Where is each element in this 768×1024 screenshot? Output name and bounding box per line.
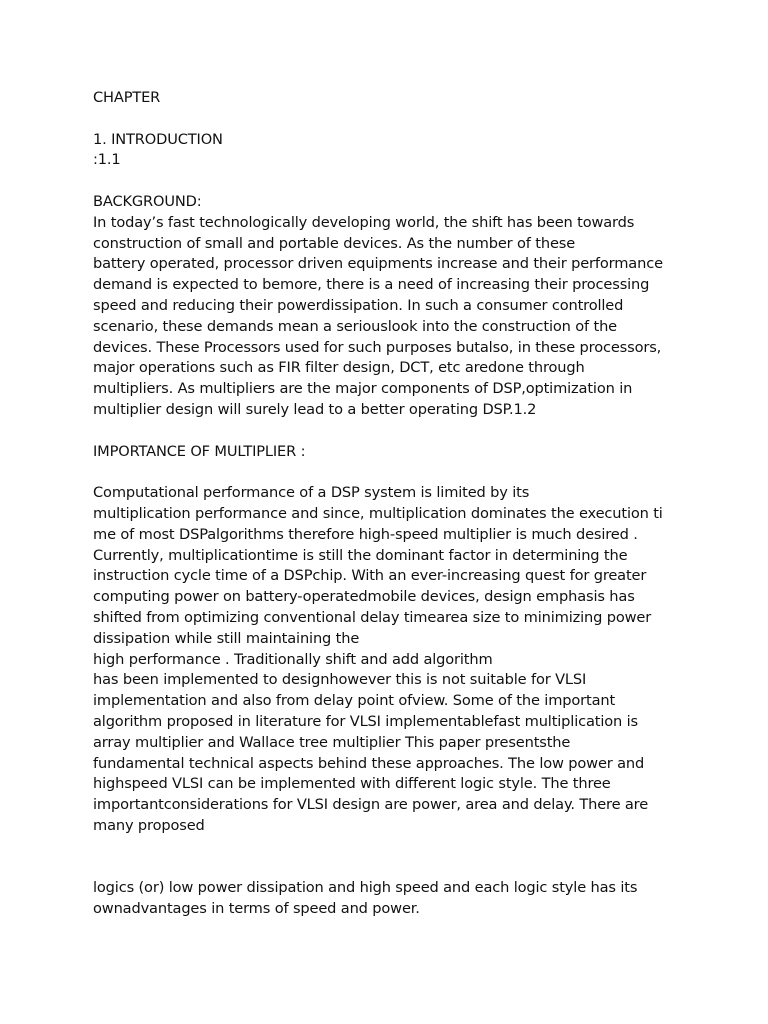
- spacer: [93, 837, 683, 879]
- paragraph-line: speed and reducing their powerdissipation. In such a consumer controlled: [93, 296, 624, 314]
- paragraph-line: importantconsiderations for VLSI design are power, area and delay. There are: [93, 796, 649, 814]
- paragraph-line: battery operated, processor driven equipments increase and their performance: [93, 255, 663, 273]
- paragraph-line: demand is expected to bemore, there is a need of increasing their processing: [93, 276, 650, 294]
- spacer: [93, 171, 683, 192]
- paragraph-line: dissipation while still maintaining the: [93, 629, 360, 647]
- paragraph-line: me of most DSPalgorithms therefore high-speed multiplier is much desired .: [93, 525, 638, 543]
- paragraph-line: logics (or) low power dissipation and high speed and each logic style has its: [93, 879, 638, 897]
- chapter-label: CHAPTER: [93, 89, 161, 106]
- paragraph-line: Computational performance of a DSP system is limited by its: [93, 484, 530, 502]
- paragraph-line: algorithm proposed in literature for VLSI implementablefast multiplication is: [93, 712, 638, 730]
- paragraph-line: In today’s fast technologically developing world, the shift has been towards: [93, 213, 635, 231]
- paragraph-line: construction of small and portable devices. As the number of these: [93, 234, 576, 252]
- background-heading: BACKGROUND:: [93, 192, 202, 210]
- paragraph-line: implementation and also from delay point ofview. Some of the important: [93, 692, 616, 710]
- spacer: [93, 109, 683, 130]
- paragraph-line: high performance . Traditionally shift and add algorithm: [93, 650, 493, 668]
- section-heading: 1. INTRODUCTION: [93, 130, 223, 148]
- background-paragraph: [93, 213, 683, 421]
- document-page: [93, 88, 683, 920]
- paragraph-line: multipliers. As multipliers are the major components of DSP,optimization in: [93, 380, 633, 398]
- paragraph-line: highspeed VLSI can be implemented with different logic style. The three: [93, 775, 611, 793]
- spacer: [93, 462, 683, 483]
- paragraph-line: fundamental technical aspects behind these approaches. The low power and: [93, 754, 645, 772]
- section-number: :1.1: [93, 151, 121, 169]
- paragraph-line: devices. These Processors used for such purposes butalso, in these processors,: [93, 338, 662, 356]
- closing-paragraph: [93, 878, 683, 920]
- paragraph-line: array multiplier and Wallace tree multiplier This paper presentsthe: [93, 733, 571, 751]
- paragraph-line: Currently, multiplicationtime is still the dominant factor in determining the: [93, 546, 628, 564]
- paragraph-line: ownadvantages in terms of speed and power.: [93, 900, 420, 918]
- paragraph-line: scenario, these demands mean a seriouslook into the construction of the: [93, 317, 617, 335]
- paragraph-line: major operations such as FIR filter design, DCT, etc aredone through: [93, 359, 585, 377]
- importance-heading: IMPORTANCE OF MULTIPLIER :: [93, 442, 306, 460]
- importance-paragraph: [93, 483, 683, 837]
- paragraph-line: multiplier design will surely lead to a better operating DSP.1.2: [93, 400, 537, 418]
- paragraph-line: multiplication performance and since, multiplication dominates the execution ti: [93, 504, 663, 522]
- paragraph-line: many proposed: [93, 816, 205, 834]
- paragraph-line: shifted from optimizing conventional delay timearea size to minimizing power: [93, 608, 652, 626]
- paragraph-line: has been implemented to designhowever this is not suitable for VLSI: [93, 671, 587, 689]
- paragraph-line: computing power on battery-operatedmobile devices, design emphasis has: [93, 588, 635, 606]
- paragraph-line: instruction cycle time of a DSPchip. With an ever-increasing quest for greater: [93, 567, 647, 585]
- spacer: [93, 421, 683, 442]
